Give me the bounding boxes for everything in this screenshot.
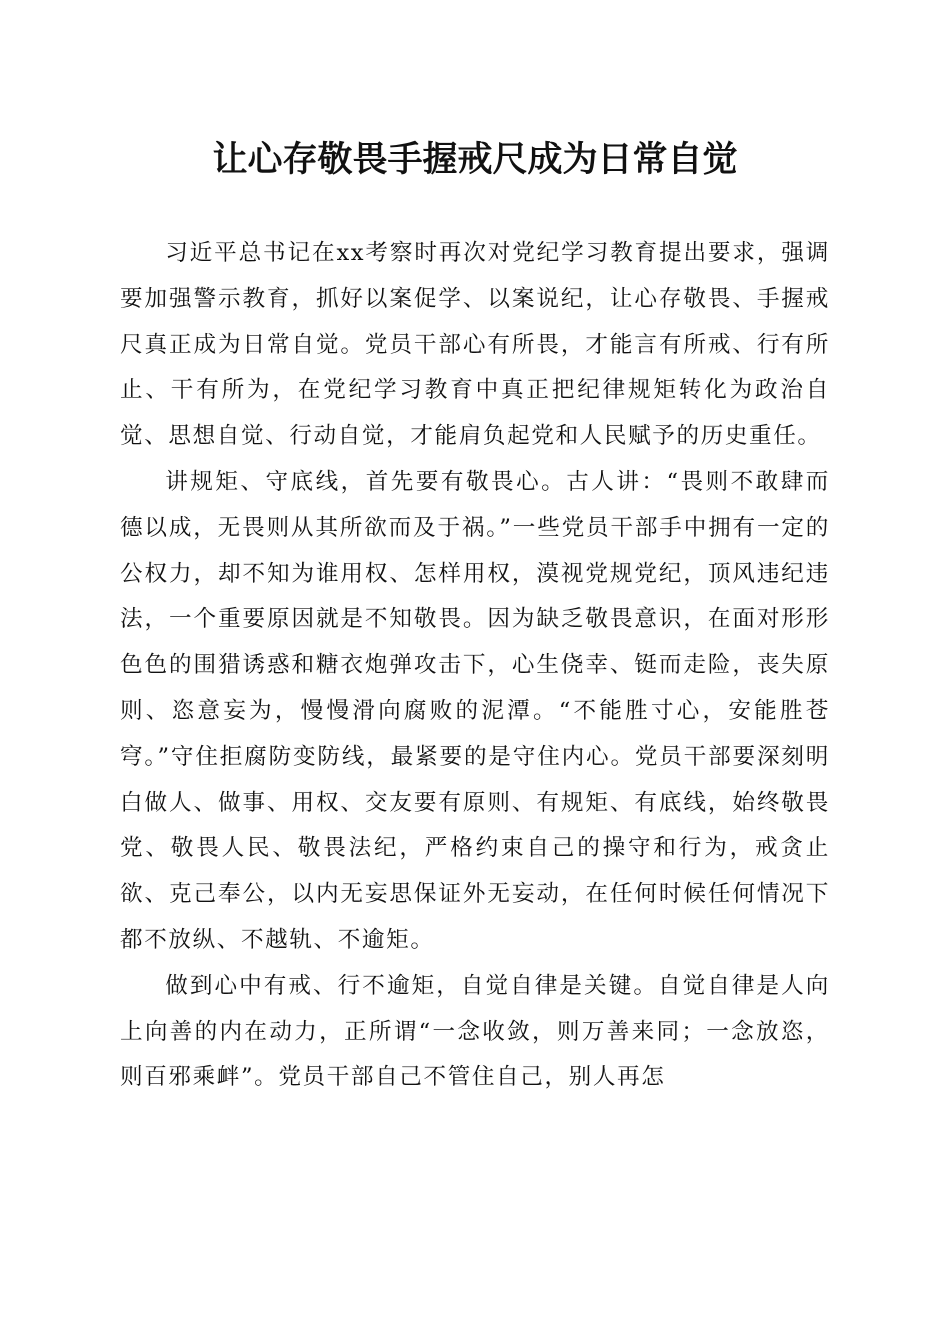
paragraph-2: 讲规矩、守底线，首先要有敬畏心。古人讲：“畏则不敢肆而德以成，无畏则从其所欲而及于祸。”一些党员干部手中拥有一定的公权力，却不知为谁用权、怎样用权，漠视党规党纪，顶风违纪违法，一个重要原因就是不知敬畏。因为缺乏敬畏意识，在面对形形色色的围猎诱惑和糖衣炮弹攻击下，心生侥幸、铤而走险，丧失原则、恣意妄为，慢慢滑向腐败的泥潭。“不能胜寸心，安能胜苍穹。”守住拒腐防变防线，最紧要的是守住内心。党员干部要深刻明白做人、做事、用权、交友要有原则、有规矩、有底线，始终敬畏党、敬畏人民、敬畏法纪，严格约束自己的操守和行为，戒贪止欲、克己奉公，以内无妄思保证外无妄动，在任何时候任何情况下都不放纵、不越轨、不逾矩。	[120, 468, 830, 953]
paragraph-1: 习近平总书记在xx考察时再次对党纪学习教育提出要求，强调要加强警示教育，抓好以案促学、以案说纪，让心存敬畏、手握戒尺真正成为日常自觉。党员干部心有所畏，才能言有所戒、行有所止、干有所为，在党纪学习教育中真正把纪律规矩转化为政治自觉、思想自觉、行动自觉，才能肩负起党和人民赋予的历史重任。	[120, 240, 830, 450]
document-body	[120, 231, 830, 1101]
paragraph-3: 做到心中有戒、行不逾矩，自觉自律是关键。自觉自律是人向上向善的内在动力，正所谓“一念收敛，则万善来同；一念放恣，则百邪乘衅”。党员干部自己不管住自己，别人再怎	[120, 972, 830, 1091]
document-title: 让心存敬畏手握戒尺成为日常自觉	[212, 139, 738, 180]
